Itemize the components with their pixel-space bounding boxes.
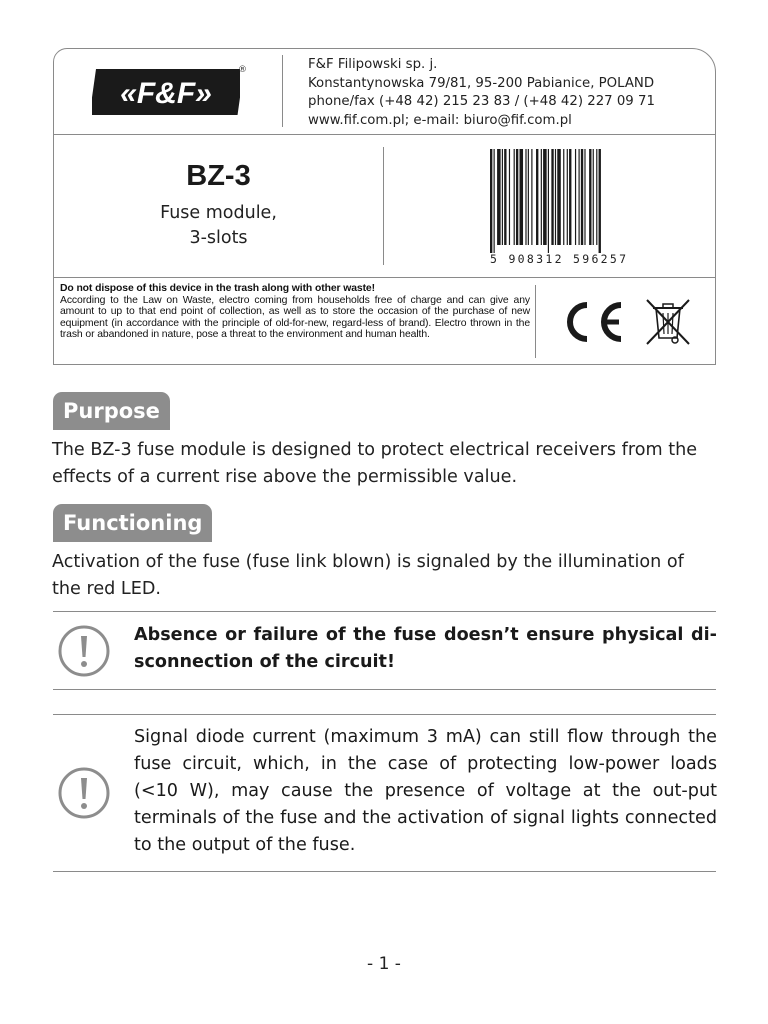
barcode-bar — [551, 149, 553, 245]
barcode-bar — [575, 149, 576, 245]
barcode-number: 5 908312 596257 — [490, 252, 629, 266]
barcode-bar — [579, 149, 580, 245]
barcode-icon — [490, 149, 642, 253]
barcode-bar — [490, 149, 492, 253]
company-address: Konstantynowska 79/81, 95-200 Pabianice, POLAND — [308, 75, 655, 91]
barcode-bar — [569, 149, 571, 245]
model-description — [54, 201, 383, 251]
warning-block — [53, 611, 716, 690]
model-name: BZ-3 — [186, 160, 251, 192]
barcode-bar — [520, 149, 524, 245]
model-desc-line2: 3-slots — [189, 228, 248, 248]
model-desc-line1: Fuse module, — [160, 203, 277, 223]
company-name: F&F Filipowski sp. j. — [308, 57, 438, 72]
barcode-bar — [516, 149, 518, 245]
barcode-bar — [528, 149, 529, 245]
divider — [282, 55, 283, 127]
barcode-bar — [593, 149, 594, 245]
barcode-bar — [596, 149, 597, 245]
waste-notice-title: Do not dispose of this device in the trash along with other waste! — [60, 283, 375, 294]
barcode-bar — [536, 149, 538, 245]
warning-text: Absence or failure of the fuse doesn’t ensure physical di-sconnection of the circuit! — [134, 625, 717, 672]
barcode-bar — [494, 149, 495, 253]
exclamation-icon — [57, 624, 111, 678]
registered-mark: ® — [238, 65, 247, 75]
waste-row — [54, 278, 715, 365]
barcode-bar — [541, 149, 542, 245]
barcode-bar — [581, 149, 583, 245]
barcode-bar — [557, 149, 561, 245]
crossed-bin-icon — [644, 296, 692, 348]
purpose-heading: Purpose — [53, 392, 170, 430]
ce-mark-icon — [557, 299, 627, 345]
barcode-bar — [497, 149, 501, 245]
barcode-bar — [543, 149, 547, 245]
barcode-bar — [509, 149, 510, 245]
barcode-bar — [525, 149, 526, 245]
divider — [535, 285, 536, 358]
barcode-bar — [555, 149, 556, 245]
product-row — [54, 135, 715, 278]
company-phone: phone/fax (+48 42) 215 23 83 / (+48 42) 227 09 71 — [308, 94, 655, 109]
ff-logo — [92, 69, 240, 115]
company-web: www.fif.com.pl; e-mail: biuro@fif.com.pl — [308, 112, 572, 128]
divider — [383, 147, 384, 265]
page-number: - 1 - — [367, 954, 401, 974]
barcode-bar — [563, 149, 564, 245]
exclamation-icon — [57, 766, 111, 820]
barcode-bar — [531, 149, 532, 245]
warning-block — [53, 714, 716, 872]
company-info — [308, 56, 655, 130]
purpose-text: The BZ-3 fuse module is designed to protect electrical receivers from the effects of a current rise above the permissible value. — [52, 440, 698, 487]
barcode-bar — [567, 149, 568, 245]
barcode-bar — [504, 149, 506, 245]
logo-text: «F&F» — [120, 77, 212, 110]
functioning-text: Activation of the fuse (fuse link blown) is signaled by the illumination of the red LED. — [52, 552, 684, 599]
product-label-box — [53, 48, 716, 365]
company-row — [54, 49, 715, 135]
waste-notice-body: According to the Law on Waste, electro coming from households free of charge and can give any amount to up to that end point of collection, as well as to store the occasion of the purchase of new equipment (in accordance with the principle of old-for-new, regard-less of brand). Electro thrown in the trash or abandoned in nature, pose a threat to the environment and human health. — [60, 294, 530, 341]
barcode-bar — [584, 149, 585, 245]
functioning-heading: Functioning — [53, 504, 212, 542]
barcode-bar — [514, 149, 515, 245]
barcode-bar — [548, 149, 549, 253]
warning-text: Signal diode current (maximum 3 mA) can still flow through the fuse circuit, which, in the case of protecting low-power loads (<10 W), may cause the presence of voltage at the out-put terminals of the fuse and the activation of signal lights connected to the output of the fuse. — [134, 727, 717, 855]
barcode-bar — [599, 149, 601, 253]
barcode-bar — [589, 149, 591, 245]
barcode-bar — [502, 149, 503, 245]
waste-notice — [60, 283, 530, 341]
